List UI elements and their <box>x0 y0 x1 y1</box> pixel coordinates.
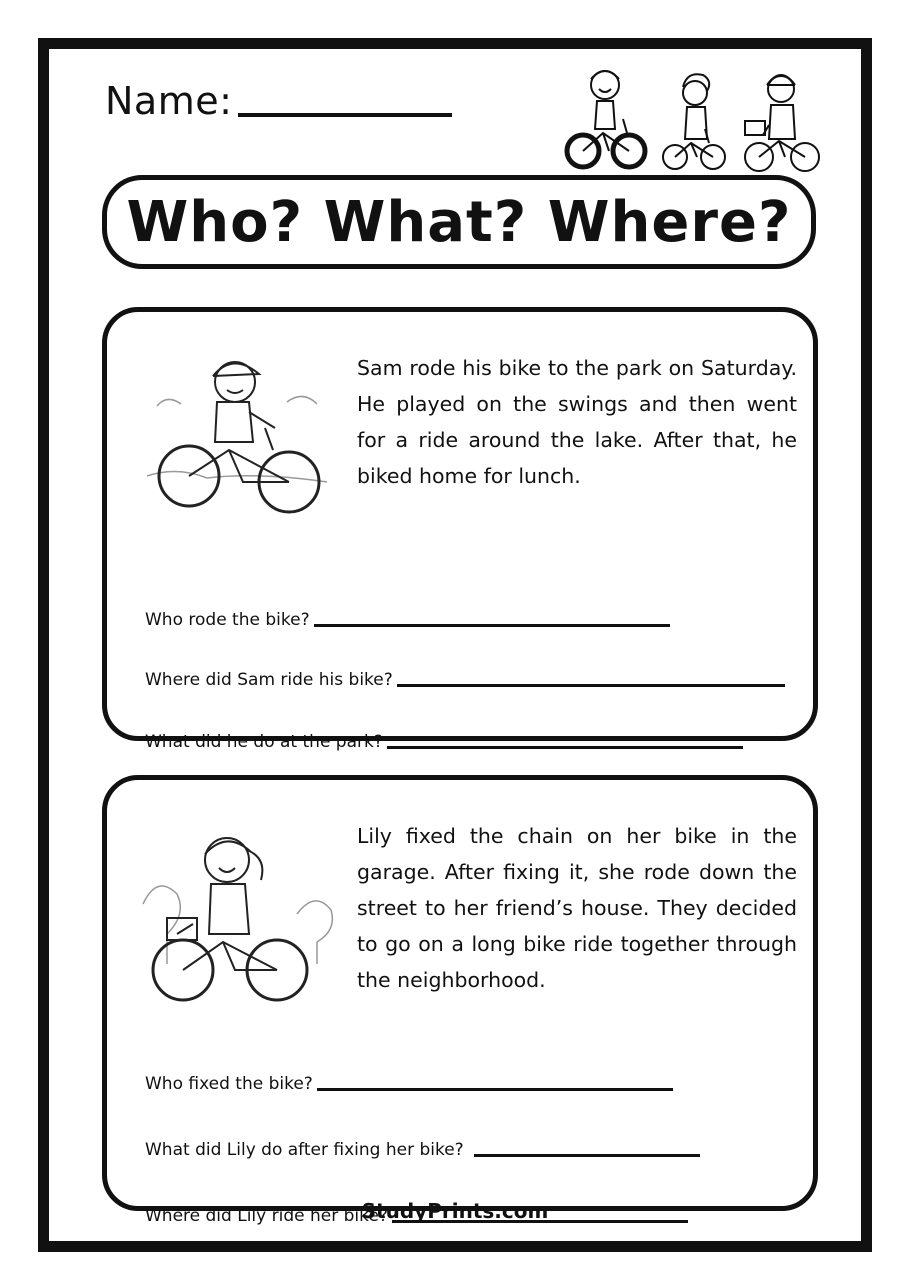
question-row <box>145 670 785 690</box>
girl-on-bike-icon <box>745 75 819 171</box>
title-box <box>102 175 816 269</box>
answer-line[interactable] <box>314 624 670 627</box>
page-title: Who? What? Where? <box>126 189 792 255</box>
name-row <box>105 79 452 123</box>
question-row <box>145 1074 673 1094</box>
kids-on-bikes-illustration <box>563 59 825 175</box>
question-row <box>145 732 743 752</box>
footer-site: StudyPrints.com <box>361 1199 549 1223</box>
question-text: Who rode the bike? <box>145 610 310 630</box>
question-text: Where did Lily ride her bike? <box>145 1206 388 1226</box>
question-text: What did Lily do after fixing her bike? <box>145 1140 464 1160</box>
name-answer-line[interactable] <box>238 113 452 117</box>
story-1-passage: Sam rode his bike to the park on Saturday. He played on the swings and then went for a ride around the lake. After that, he biked home for lunch. <box>357 356 797 488</box>
question-text: What did he do at the park? <box>145 732 383 752</box>
answer-line[interactable] <box>474 1154 700 1157</box>
worksheet-frame <box>38 38 872 1252</box>
story-card-1 <box>102 307 818 752</box>
girl-cycling-icon <box>137 814 337 1014</box>
question-text: Where did Sam ride his bike? <box>145 670 393 690</box>
story-2-passage: Lily fixed the chain on her bike in the garage. After fixing it, she rode down the street to her friend’s house. They decided to go on a long bike ride together through the neighborhood. <box>357 824 797 992</box>
story-card-2 <box>102 775 818 1226</box>
answer-line[interactable] <box>397 684 785 687</box>
answer-line[interactable] <box>387 746 743 749</box>
question-row <box>145 1140 700 1160</box>
boy-on-bike-icon <box>567 71 645 167</box>
answer-line[interactable] <box>317 1088 673 1091</box>
name-label: Name: <box>105 79 233 123</box>
child-on-bike-icon <box>663 74 725 169</box>
question-text: Who fixed the bike? <box>145 1074 313 1094</box>
question-row <box>145 610 670 630</box>
boy-cycling-icon <box>137 346 337 526</box>
